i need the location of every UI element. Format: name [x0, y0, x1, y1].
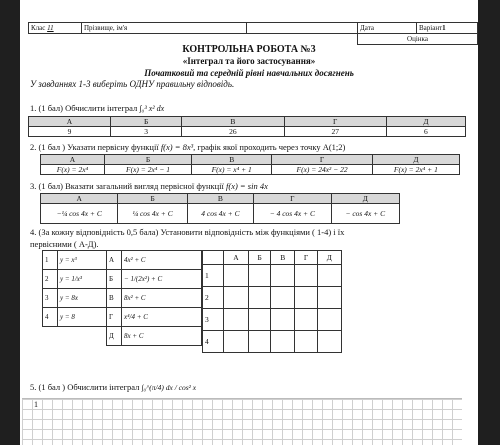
- q1-integral: ∫₀³ x² dx: [139, 104, 165, 113]
- date-label: Дата: [358, 23, 417, 34]
- q4-answer-cell[interactable]: [271, 331, 295, 353]
- q2-option-value: F(x) = 2x⁴ + 1: [372, 165, 459, 175]
- q4-answer-cell[interactable]: [248, 287, 270, 309]
- q3-option-value: ¼ cos 4x + C: [118, 204, 187, 224]
- q4-grid-col: Б: [248, 251, 270, 265]
- q2-option-letter: Б: [104, 155, 191, 165]
- variant-value: 1: [442, 24, 446, 32]
- answer-grid-area[interactable]: [22, 398, 462, 445]
- q3-option-value: − 4 cos 4x + C: [254, 204, 331, 224]
- q4-grid-row: 4: [203, 331, 224, 353]
- q4-function: y = 8x: [58, 289, 107, 308]
- q4-answer-cell[interactable]: [248, 265, 270, 287]
- q1-option-letter: В: [182, 117, 284, 127]
- q3-option-letter: А: [41, 194, 118, 204]
- q4-grid-row: 3: [203, 309, 224, 331]
- q4-function: y = x³: [58, 251, 107, 270]
- q4-function-num: 3: [43, 289, 58, 308]
- q1-option-value: 27: [284, 127, 386, 137]
- q4-function: y = 1/x³: [58, 270, 107, 289]
- q2-answer-table: [40, 154, 460, 175]
- q4-answer-cell[interactable]: [271, 309, 295, 331]
- q4-answer-cell[interactable]: [224, 331, 249, 353]
- q4-antiderivative-letter: Б: [107, 270, 122, 289]
- level-heading: Початковий та середній рівні навчальних досягнень: [144, 68, 354, 78]
- q3-option-value: 4 cos 4x + C: [187, 204, 253, 224]
- q3-function: f(x) = sin 4x: [226, 181, 268, 191]
- q5-integral: ∫₀^(π/4) dx / cos² x: [141, 383, 197, 392]
- q4-grid-col: Д: [317, 251, 341, 265]
- q3-answer-table: [40, 193, 400, 224]
- q4-answer-cell[interactable]: [317, 265, 341, 287]
- instruction-text: У завданнях 1-3 виберіть ОДНУ правильну відповідь.: [30, 79, 235, 89]
- q1-answer-table: [28, 116, 466, 137]
- q1-option-letter: Д: [386, 117, 465, 127]
- q4-answer-cell[interactable]: [295, 287, 317, 309]
- q2-option-value: F(x) = 24x² − 22: [272, 165, 372, 175]
- q4-function-num: 4: [43, 308, 58, 327]
- variant-label: Варіант: [419, 24, 443, 32]
- q4-antiderivative: 8x² + C: [122, 289, 202, 308]
- q3-option-letter: В: [187, 194, 253, 204]
- q4-answer-cell[interactable]: [317, 287, 341, 309]
- q4-text-line2: первісними ( А-Д).: [30, 239, 99, 249]
- q1-option-value: 26: [182, 127, 284, 137]
- grade-label: Оцінка: [358, 34, 478, 45]
- q4-grid-col: А: [224, 251, 249, 265]
- q1-option-letter: А: [29, 117, 111, 127]
- q4-function: y = 8: [58, 308, 107, 327]
- class-value: 11: [47, 24, 54, 32]
- q5-answer-text: 1: [34, 400, 38, 409]
- q1-option-letter: Г: [284, 117, 386, 127]
- q3-text: [30, 181, 268, 191]
- q1-option-value: 6: [386, 127, 465, 137]
- q2-label-tail: , графік якої проходить через точку А(1;2): [193, 142, 346, 152]
- q2-option-letter: А: [41, 155, 105, 165]
- q4-answer-cell[interactable]: [295, 265, 317, 287]
- q1-option-value: 9: [29, 127, 111, 137]
- q2-option-letter: Д: [372, 155, 459, 165]
- worksheet-page: [20, 0, 478, 445]
- header-table: [28, 22, 478, 45]
- q4-grid-row: 2: [203, 287, 224, 309]
- q1-option-letter: Б: [111, 117, 182, 127]
- q4-text-line1: 4. (За кожну відповідність 0,5 бала) Установити відповідність між функціями ( 1-4) і їх: [30, 227, 345, 237]
- q4-function-num: 2: [43, 270, 58, 289]
- q4-answer-cell[interactable]: [224, 309, 249, 331]
- q4-answer-cell[interactable]: [317, 331, 341, 353]
- q4-answer-cell[interactable]: [295, 331, 317, 353]
- q4-answer-cell[interactable]: [295, 309, 317, 331]
- q4-antiderivative-letter: Д: [107, 327, 122, 346]
- q2-text: [30, 142, 345, 152]
- q4-answer-cell[interactable]: [271, 265, 295, 287]
- q4-grid-row: 1: [203, 265, 224, 287]
- q3-label: 3. (1 бал) Вказати загальний вигляд первісної функції: [30, 181, 224, 191]
- q2-option-value: F(x) = x⁴ + 1: [192, 165, 272, 175]
- q3-option-letter: Д: [331, 194, 399, 204]
- q2-option-value: F(x) = 2x⁴: [41, 165, 105, 175]
- q2-option-letter: В: [192, 155, 272, 165]
- q4-answer-cell[interactable]: [224, 265, 249, 287]
- q4-grid-col: Г: [295, 251, 317, 265]
- q3-option-letter: Б: [118, 194, 187, 204]
- q4-antiderivative-letter: Г: [107, 308, 122, 327]
- q4-answer-grid: [202, 250, 342, 353]
- q3-option-value: − cos 4x + C: [331, 204, 399, 224]
- q1-label: 1. (1 бал) Обчислити інтеграл: [30, 103, 138, 113]
- test-title: КОНТРОЛЬНА РОБОТА №3: [182, 44, 316, 55]
- q2-function: f(x) = 8x³: [160, 142, 194, 152]
- q2-option-letter: Г: [272, 155, 372, 165]
- q4-answer-cell[interactable]: [224, 287, 249, 309]
- q5-text: [30, 382, 196, 392]
- q4-match-table: [42, 250, 202, 346]
- class-label: Клас: [31, 24, 46, 32]
- q4-antiderivative: 4x² + C: [122, 251, 202, 270]
- q4-answer-cell[interactable]: [248, 309, 270, 331]
- q4-function-num: 1: [43, 251, 58, 270]
- test-topic: «Інтеграл та його застосування»: [182, 56, 316, 66]
- q4-answer-cell[interactable]: [271, 287, 295, 309]
- q4-antiderivative: 8x + C: [122, 327, 202, 346]
- q2-option-value: F(x) = 2x⁴ − 1: [104, 165, 191, 175]
- q4-grid-col: В: [271, 251, 295, 265]
- q3-option-value: −¼ cos 4x + C: [41, 204, 118, 224]
- q5-label: 5. (1 бал ) Обчислити інтеграл: [30, 382, 140, 392]
- q3-option-letter: Г: [254, 194, 331, 204]
- q4-answer-cell[interactable]: [317, 309, 341, 331]
- q4-antiderivative: x⁴/4 + C: [122, 308, 202, 327]
- q4-antiderivative-letter: А: [107, 251, 122, 270]
- q4-antiderivative: − 1/(2x²) + C: [122, 270, 202, 289]
- q4-answer-cell[interactable]: [248, 331, 270, 353]
- q2-label: 2. (1 бал ) Указати первісну функції: [30, 142, 159, 152]
- name-label: Прізвище, ім'я: [82, 23, 247, 34]
- q4-antiderivative-letter: В: [107, 289, 122, 308]
- q1-text: [30, 103, 164, 113]
- q1-option-value: 3: [111, 127, 182, 137]
